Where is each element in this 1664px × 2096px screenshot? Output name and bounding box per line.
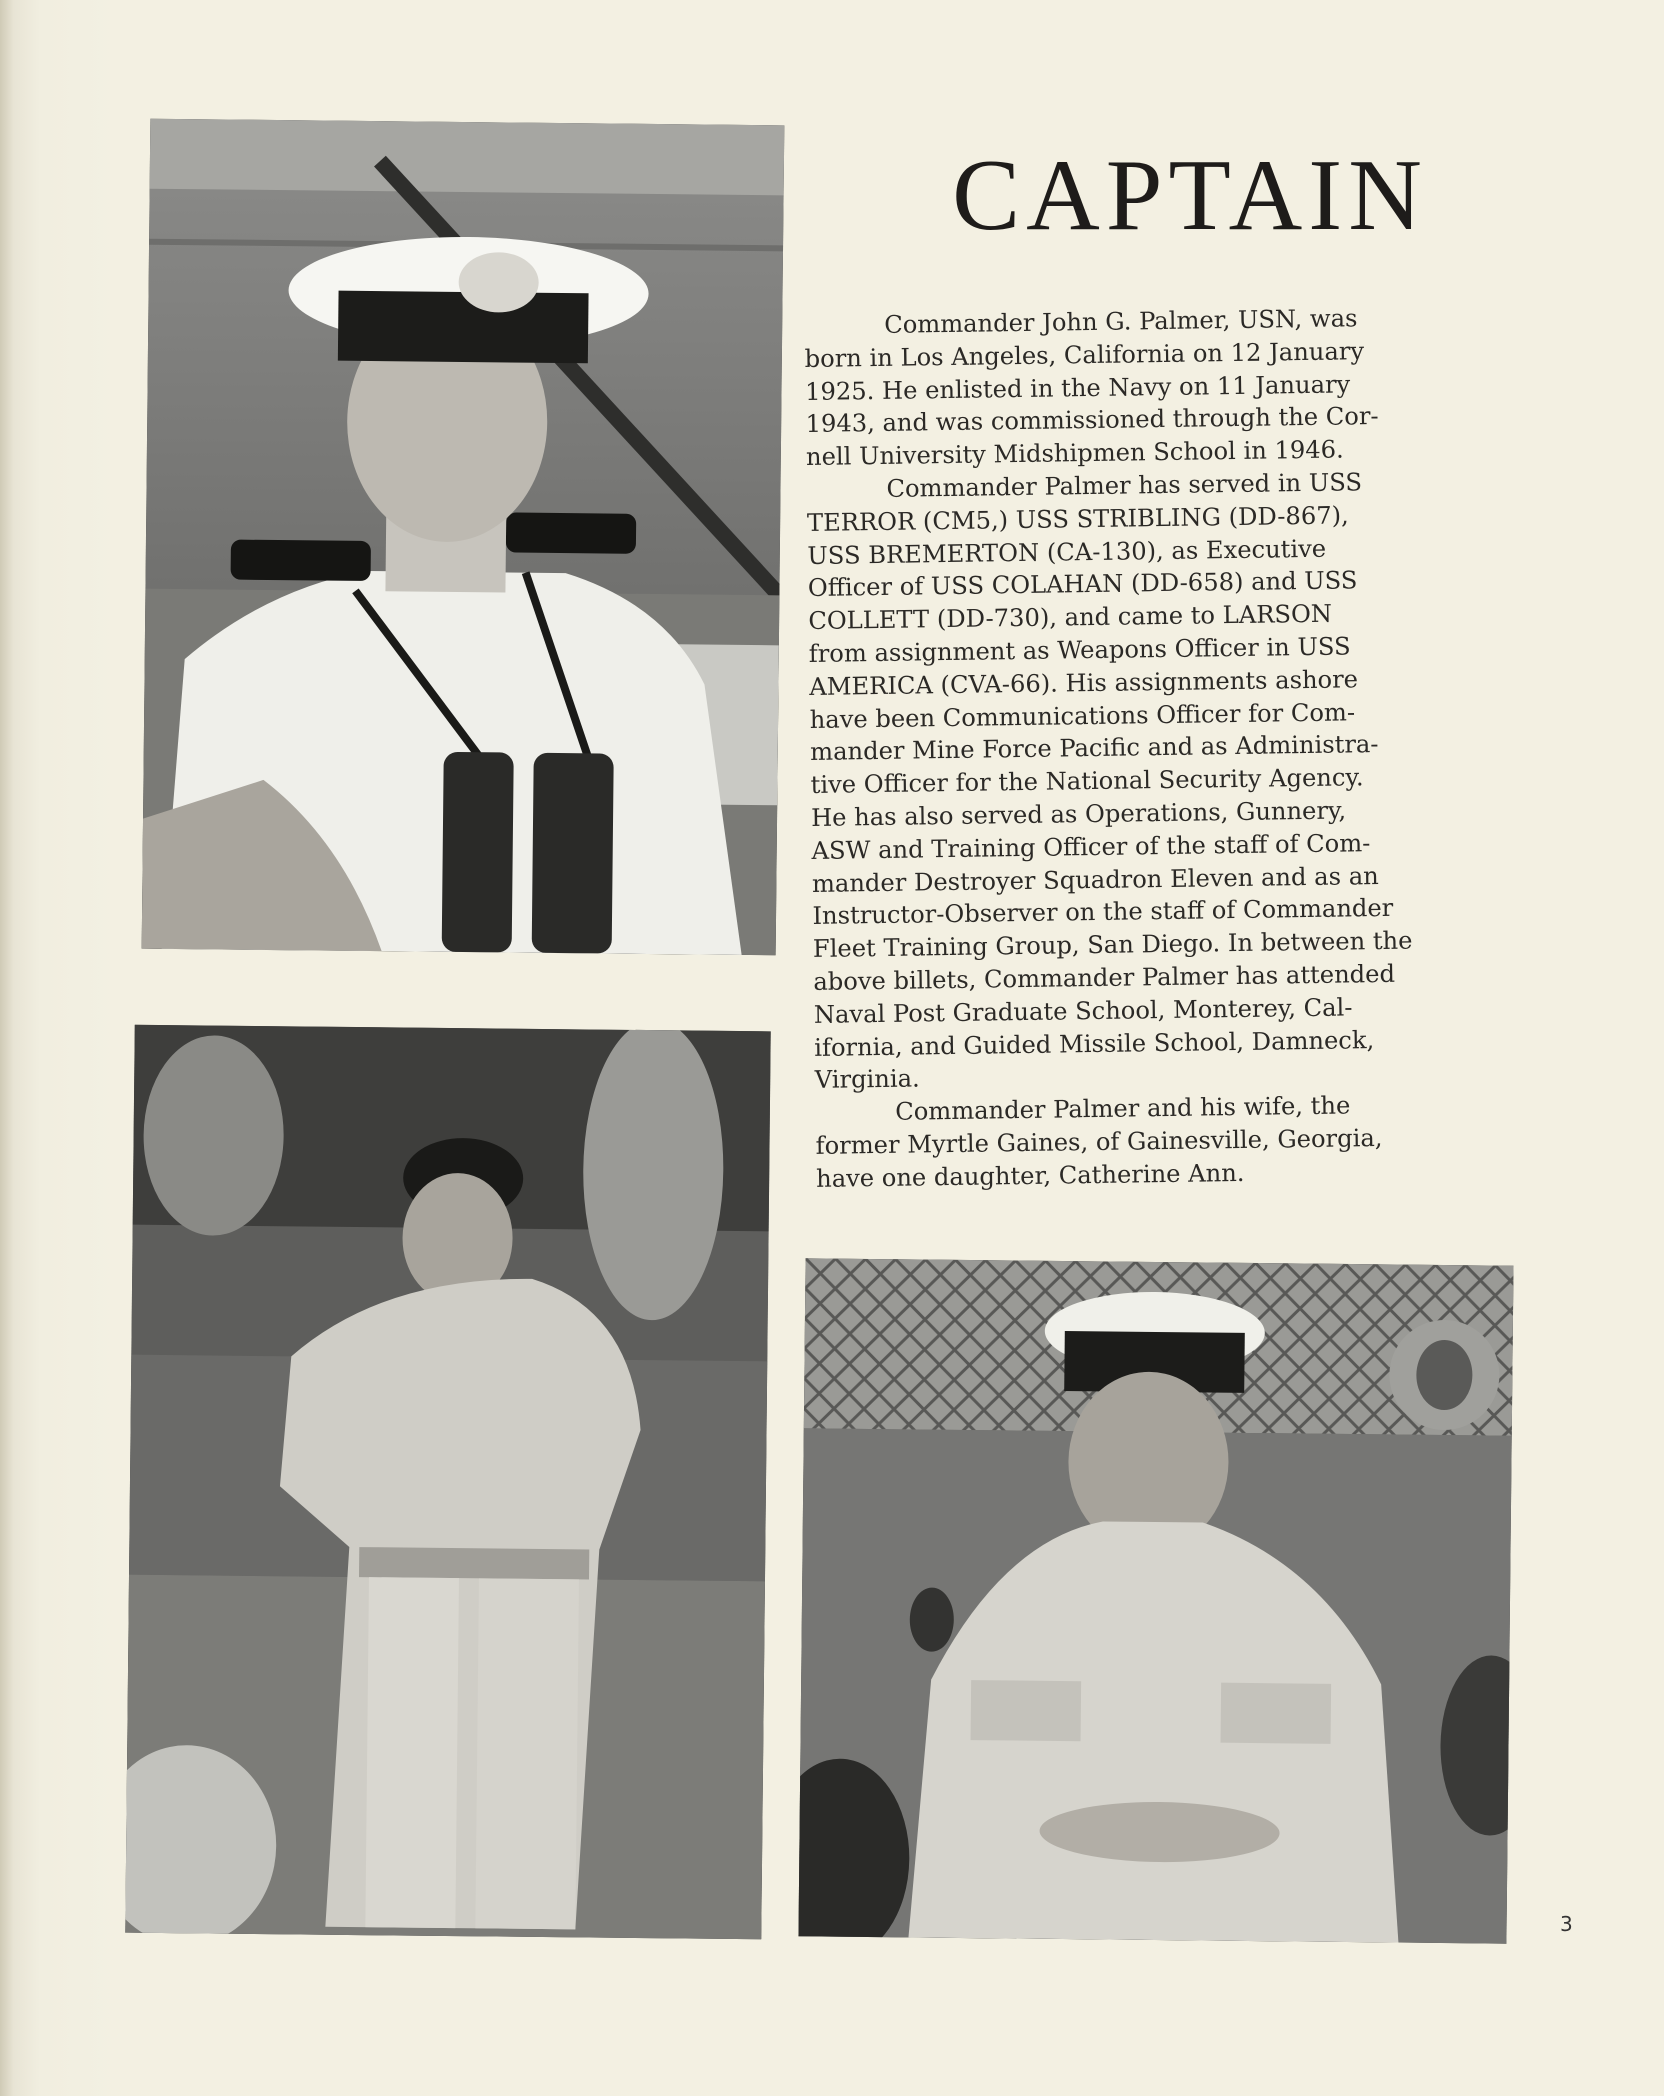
bio-line: Officer of USS COLAHAN (DD-658) and USS <box>807 566 1358 603</box>
photo-captain-white-uniform-graphic <box>142 119 785 956</box>
bio-line: from assignment as Weapons Officer in USS <box>808 632 1351 668</box>
bio-line: Commander Palmer and his wife, the <box>895 1091 1351 1126</box>
bio-line: AMERICA (CVA-66). His assignments ashore <box>809 665 1359 701</box>
bio-line: COLLETT (DD-730), and came to LARSON <box>808 599 1333 636</box>
bio-line: have been Communications Officer for Com- <box>809 697 1356 734</box>
bio-line: have one daughter, Catherine Ann. <box>815 1158 1245 1193</box>
photo-captain-standing-graphic <box>125 1025 770 1940</box>
bio-line: Virginia. <box>814 1064 920 1095</box>
page-binding-edge <box>0 0 14 2096</box>
bio-paragraph-1 <box>804 300 1526 474</box>
bio-line: mander Mine Force Pacific and as Administra- <box>809 730 1379 767</box>
bio-line: Instructor-Observer on the staff of Commander <box>812 894 1394 931</box>
bio-line: born in Los Angeles, California on 12 January <box>804 336 1365 373</box>
photo-captain-khaki-shirt-cap <box>798 1258 1513 1943</box>
page-number: 3 <box>1560 1912 1573 1936</box>
photo-captain-standing-khakis <box>125 1025 770 1940</box>
bio-line: tive Officer for the National Security Agency. <box>810 763 1364 800</box>
bio-paragraph-3 <box>815 1087 1536 1195</box>
bio-line: USS BREMERTON (CA-130), as Executive <box>807 534 1327 570</box>
bio-paragraph-2 <box>806 464 1535 1097</box>
bio-line: mander Destroyer Squadron Eleven and as an <box>811 861 1379 898</box>
page-title: CAPTAIN <box>952 139 1428 252</box>
bio-line: 1925. He enlisted in the Navy on 11 January <box>804 369 1351 406</box>
bio-line: former Myrtle Gaines, of Gainesville, Georgia, <box>815 1123 1383 1160</box>
biography-text <box>804 300 1536 1195</box>
bio-line: He has also served as Operations, Gunnery, <box>810 796 1347 832</box>
bio-line: Commander John G. Palmer, USN, was <box>884 304 1358 339</box>
bio-line: 1943, and was commissioned through the Cor- <box>805 402 1379 439</box>
bio-line: ifornia, and Guided Missile School, Damneck, <box>814 1025 1375 1062</box>
bio-line: ASW and Training Officer of the staff of Com- <box>811 828 1371 865</box>
bio-line: Commander Palmer has served in USS <box>886 468 1363 503</box>
bio-line: Fleet Training Group, San Diego. In between the <box>812 926 1413 964</box>
bio-line: nell University Midshipmen School in 1946. <box>805 435 1344 472</box>
bio-line: above billets, Commander Palmer has attended <box>813 959 1396 996</box>
photo-captain-khaki-shirt-graphic <box>798 1258 1513 1943</box>
bio-line: TERROR (CM5,) USS STRIBLING (DD-867), <box>806 501 1349 537</box>
bio-line: Naval Post Graduate School, Monterey, Cal- <box>813 993 1353 1029</box>
photo-captain-white-uniform-binoculars <box>142 119 785 956</box>
